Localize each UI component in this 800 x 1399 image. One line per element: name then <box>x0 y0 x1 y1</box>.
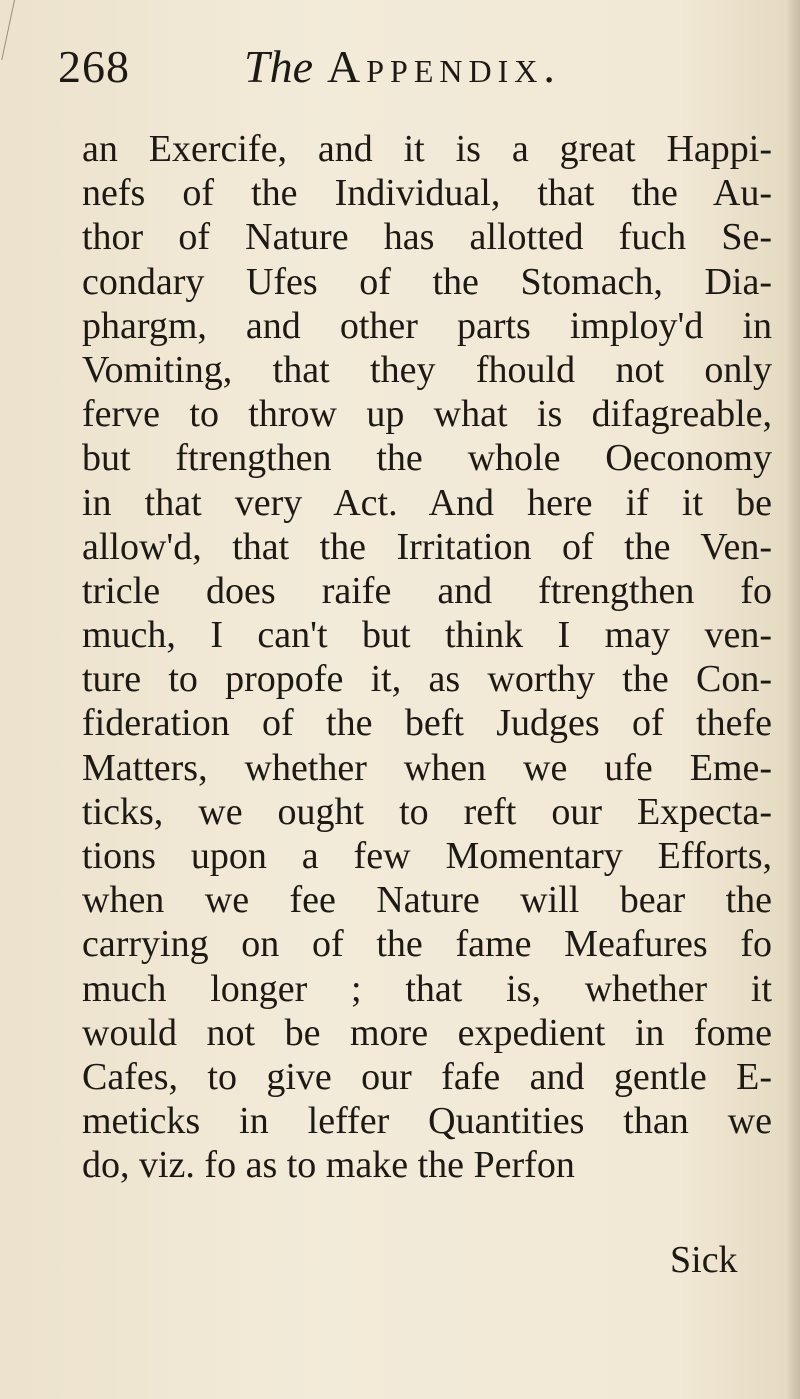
text-line: ticks, we ought to reft our Expecta- <box>82 790 772 833</box>
page-header <box>58 36 758 96</box>
text-line: carrying on of the fame Meafures fo <box>82 923 772 966</box>
text-line: but ftrengthen the whole Oeconomy <box>82 437 772 480</box>
text-line: would not be more expedient in fome <box>82 1011 772 1054</box>
text-line: nefs of the Individual, that the Au- <box>82 172 772 215</box>
text-line: ferve to throw up what is difagreable, <box>82 393 772 436</box>
text-line: phargm, and other parts imploy'd in <box>82 304 772 347</box>
text-line: Matters, whether when we ufe Eme- <box>82 746 772 789</box>
page-number: 268 <box>58 41 130 92</box>
text-line: tricle does raife and ftrengthen fo <box>82 569 772 612</box>
page-corner-fold <box>0 0 15 60</box>
text-line: do, viz. fo as to make the Perfon <box>82 1144 575 1187</box>
text-line: much, I can't but think I may ven- <box>82 614 772 657</box>
running-head-title: Appendix. <box>327 41 561 92</box>
text-line: when we fee Nature will bear the <box>82 879 772 922</box>
text-line: an Exercife, and it is a great Happi- <box>82 128 772 170</box>
running-head <box>244 40 561 93</box>
running-head-the: The <box>244 41 313 92</box>
catchword: Sick <box>670 1239 738 1281</box>
text-line: much longer ; that is, whether it <box>82 967 772 1010</box>
text-line: condary Ufes of the Stomach, Dia- <box>82 260 772 303</box>
text-line: fideration of the beft Judges of thefe <box>82 702 772 745</box>
text-line: in that very Act. And here if it be <box>82 481 772 524</box>
text-line: Vomiting, that they fhould not only <box>82 348 772 391</box>
text-line: allow'd, that the Irritation of the Ven- <box>82 525 772 568</box>
text-line: Cafes, to give our fafe and gentle E- <box>82 1055 772 1098</box>
page-gutter-shadow <box>786 0 800 1399</box>
body-text <box>82 127 772 1188</box>
text-line: thor of Nature has allotted fuch Se- <box>82 216 772 259</box>
text-line: ture to propofe it, as worthy the Con- <box>82 658 772 701</box>
text-line: meticks in leffer Quantities than we <box>82 1100 772 1143</box>
text-line: tions upon a few Momentary Efforts, <box>82 835 772 877</box>
